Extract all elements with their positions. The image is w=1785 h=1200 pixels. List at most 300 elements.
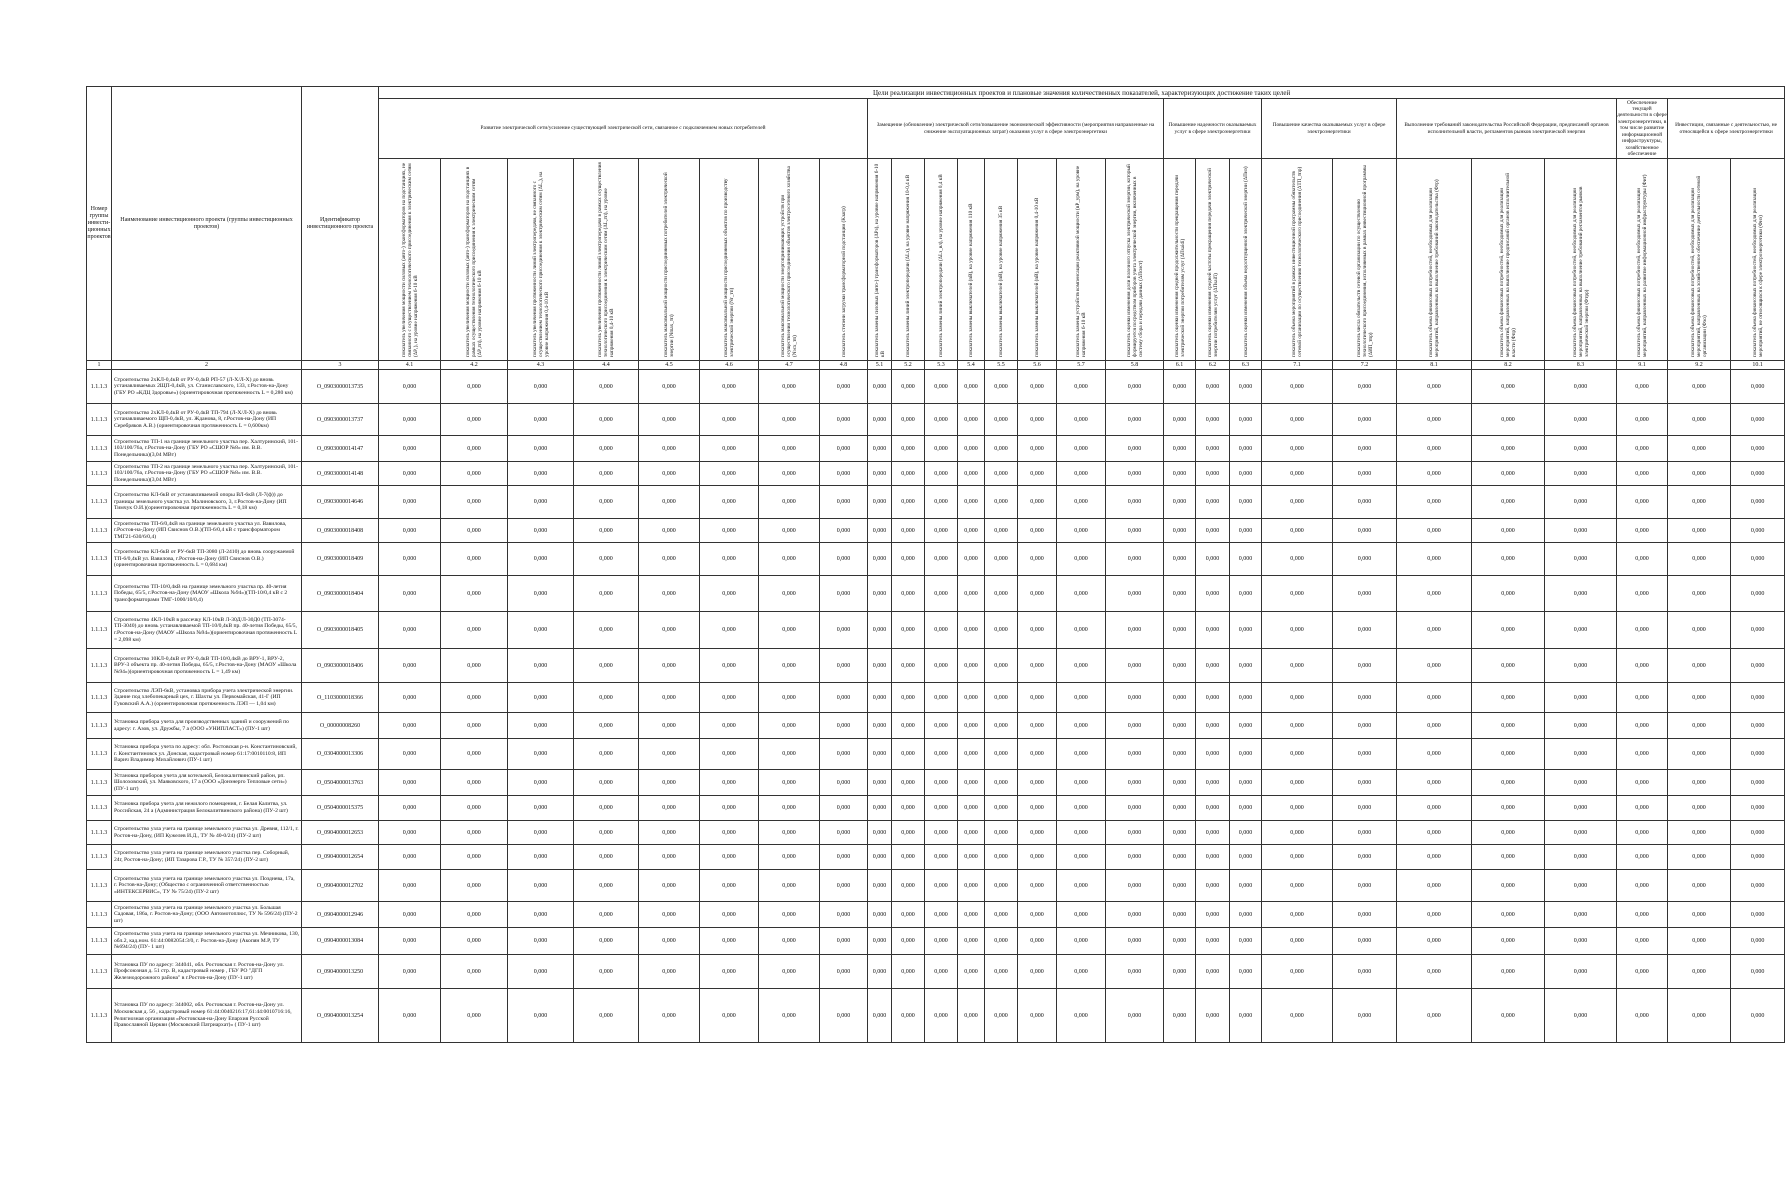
cell-value: 0,000: [1262, 821, 1333, 845]
cell-value: 0,000: [700, 796, 759, 821]
cell-value: 0,000: [1196, 462, 1230, 486]
cell-value: 0,000: [1333, 370, 1397, 404]
cell-value: 0,000: [958, 612, 985, 649]
cell-value: 0,000: [1545, 713, 1617, 739]
cell-value: 0,000: [868, 576, 892, 612]
cell-value: 0,000: [759, 370, 820, 404]
cell-value: 0,000: [441, 845, 508, 870]
cell-project-name: Строительство ТП-10/0,4кВ на границе земельного участка пр. 40-летия Победы, 65/5, г.Ростов-на-Дону (МАОУ «Школа №94»)(ТП-10/0,4 кВ с 2 трансформаторами ТМГ-1000/10/0,4): [112, 576, 302, 612]
cell-project-name: Строительство ТП-6/0,4кВ на границе земельного участка ул. Вавилова, г.Ростов-на-Дону (ИП Свиснов О.В.)(ТП-6/0,4 кВ с трансформатором ТМГ21-630/6/0,4): [112, 519, 302, 543]
cell-value: 0,000: [379, 928, 441, 955]
cell-value: 0,000: [1472, 713, 1545, 739]
cell-value: 0,000: [1230, 796, 1262, 821]
cell-project-name: Строительство КЛ-6кВ от устанавливаемой опоры ВЛ-6кВ (Л-7(ф)) до границы земельного участка ул. Малиновского, 3, г.Ростов-на-Дону (ИП Тимчук О.И.)(ориентировочная протяженность L = 0,18 км): [112, 486, 302, 519]
cell-value: 0,000: [1617, 928, 1668, 955]
header-indicator: [1333, 159, 1397, 361]
cell-value: 0,000: [1106, 770, 1164, 796]
cell-value: 0,000: [441, 612, 508, 649]
cell-value: 0,000: [1230, 462, 1262, 486]
column-number: 5.1: [868, 361, 892, 370]
cell-value: 0,000: [892, 576, 925, 612]
indicator-label: показатель оценки изменения объема недоотпущенной электрической энергии (ΔПнэ): [1242, 166, 1249, 357]
cell-value: 0,000: [1106, 404, 1164, 436]
header-indicator: [441, 159, 508, 361]
cell-value: 0,000: [985, 519, 1018, 543]
cell-value: 0,000: [958, 370, 985, 404]
cell-value: 0,000: [574, 870, 639, 902]
cell-value: 0,000: [892, 713, 925, 739]
cell-value: 0,000: [1262, 739, 1333, 770]
cell-value: 0,000: [379, 955, 441, 989]
cell-value: 0,000: [508, 519, 574, 543]
indicator-label: показатель объема финансовых потребностей, необходимых для реализации мероприятий, направленных на выполнение требований регламентов рынков электрической энергии (Фтрр): [1571, 186, 1590, 357]
cell-value: 0,000: [1196, 612, 1230, 649]
cell-value: 0,000: [1262, 612, 1333, 649]
cell-value: 0,000: [1545, 612, 1617, 649]
header-goal-group: Повышение надежности оказываемых услуг в сфере электроэнергетики: [1164, 99, 1262, 159]
cell-value: 0,000: [958, 989, 985, 1043]
cell-value: 0,000: [820, 576, 868, 612]
cell-value: 0,000: [1617, 576, 1668, 612]
cell-value: 0,000: [759, 870, 820, 902]
cell-value: 0,000: [868, 486, 892, 519]
cell-value: 0,000: [700, 683, 759, 713]
cell-value: 0,000: [1333, 821, 1397, 845]
cell-value: 0,000: [574, 649, 639, 683]
cell-value: 0,000: [639, 739, 700, 770]
cell-value: 0,000: [1196, 404, 1230, 436]
cell-project-id: О_0904000012654: [302, 845, 379, 870]
cell-value: 0,000: [958, 404, 985, 436]
cell-value: 0,000: [1230, 739, 1262, 770]
cell-value: 0,000: [700, 845, 759, 870]
cell-value: 0,000: [1731, 821, 1785, 845]
column-number: 7.1: [1262, 361, 1333, 370]
indicator-label: показатель увеличения мощности силовых (авто-) трансформаторов на подстанциях в рамках осуществления технологического присоединения к электрическим сетям (ΔP₂тп), на уровне напряжения 6-10 кВ: [465, 166, 483, 357]
cell-value: 0,000: [1617, 462, 1668, 486]
header-indicator: [508, 159, 574, 361]
cell-value: 0,000: [1668, 928, 1731, 955]
cell-value: 0,000: [379, 770, 441, 796]
cell-value: 0,000: [759, 649, 820, 683]
header-indicator: [1472, 159, 1545, 361]
cell-value: 0,000: [985, 770, 1018, 796]
cell-value: 0,000: [1472, 955, 1545, 989]
cell-value: 0,000: [820, 486, 868, 519]
cell-project-name: Установка ПУ по адресу: 344002, обл. Ростовская г. Ростов-на-Дону ул. Московская д. 56 , кадастровый номер 61:44:0040216:17,61:44:0010716:16, Религиозная организация «Ростовская-на-Дону Епархия Русской Православной Церкви (Московский Патриархат)» ( ПУ-1 шт): [112, 989, 302, 1043]
cell-value: 0,000: [1018, 739, 1057, 770]
cell-project-name: Строительство 2хКЛ-0,4кВ от РУ-0,4кВ РП-57 (Л-Х/Л-Х) до вновь устанавливаемых 2ЩП-0,4кВ, ул. Станиславского, 133, г.Ростов-на-Дону (ГБУ РО «КДЦ Здоровье») (ориентировочная протяженность L = 0,280 км): [112, 370, 302, 404]
cell-value: 0,000: [1262, 649, 1333, 683]
cell-value: 0,000: [1018, 955, 1057, 989]
table-row: [87, 821, 1785, 845]
cell-project-id: О_0903000014148: [302, 462, 379, 486]
cell-project-id: О_0504000013763: [302, 770, 379, 796]
header-goal-group: Повышение качества оказываемых услуг в сфере электроэнергетики: [1262, 99, 1397, 159]
cell-value: 0,000: [639, 576, 700, 612]
cell-value: 0,000: [1333, 519, 1397, 543]
cell-value: 0,000: [574, 902, 639, 928]
cell-value: 0,000: [379, 543, 441, 576]
cell-value: 0,000: [700, 370, 759, 404]
cell-group-number: 1.1.1.3: [87, 649, 112, 683]
cell-value: 0,000: [1397, 989, 1472, 1043]
cell-value: 0,000: [1018, 870, 1057, 902]
cell-value: 0,000: [1333, 845, 1397, 870]
indicator-label: показатель числа обязательств сетевой организации по осуществлению технологического присоединения, исполняемых в рамках инвестиционной программы (ΔИП_тпр): [1355, 165, 1374, 357]
cell-value: 0,000: [1230, 955, 1262, 989]
cell-value: 0,000: [1668, 370, 1731, 404]
cell-value: 0,000: [868, 612, 892, 649]
cell-value: 0,000: [1731, 845, 1785, 870]
cell-value: 0,000: [1262, 770, 1333, 796]
cell-value: 0,000: [958, 576, 985, 612]
cell-value: 0,000: [925, 796, 958, 821]
cell-value: 0,000: [759, 739, 820, 770]
cell-value: 0,000: [1617, 796, 1668, 821]
cell-value: 0,000: [1731, 649, 1785, 683]
cell-value: 0,000: [639, 649, 700, 683]
cell-value: 0,000: [1230, 370, 1262, 404]
cell-project-name: Строительство узла учета на границе земельного участка ул. Древня, 112/1, г. Ростов-на-Дону, (ИП Кужелев И.Д., ТУ № 40-0/24) (ПУ-2 шт): [112, 821, 302, 845]
cell-value: 0,000: [1196, 519, 1230, 543]
cell-value: 0,000: [1057, 462, 1106, 486]
cell-value: 0,000: [1617, 649, 1668, 683]
cell-value: 0,000: [925, 821, 958, 845]
cell-value: 0,000: [1472, 989, 1545, 1043]
cell-value: 0,000: [508, 713, 574, 739]
cell-value: 0,000: [639, 928, 700, 955]
cell-group-number: 1.1.1.3: [87, 821, 112, 845]
cell-value: 0,000: [1668, 519, 1731, 543]
cell-value: 0,000: [1397, 486, 1472, 519]
cell-value: 0,000: [892, 519, 925, 543]
cell-value: 0,000: [700, 739, 759, 770]
header-indicator: [1164, 159, 1196, 361]
cell-value: 0,000: [639, 713, 700, 739]
cell-value: 0,000: [820, 649, 868, 683]
cell-project-id: О_0903000014646: [302, 486, 379, 519]
cell-value: 0,000: [441, 796, 508, 821]
cell-group-number: 1.1.1.3: [87, 796, 112, 821]
cell-value: 0,000: [1333, 612, 1397, 649]
column-number: 4.6: [700, 361, 759, 370]
cell-value: 0,000: [1106, 543, 1164, 576]
cell-value: 0,000: [1668, 462, 1731, 486]
cell-value: 0,000: [1668, 845, 1731, 870]
cell-value: 0,000: [639, 486, 700, 519]
cell-value: 0,000: [1472, 821, 1545, 845]
column-number: 10.1: [1731, 361, 1785, 370]
cell-value: 0,000: [892, 543, 925, 576]
cell-value: 0,000: [379, 683, 441, 713]
cell-value: 0,000: [1018, 928, 1057, 955]
cell-project-id: О_0903000018406: [302, 649, 379, 683]
cell-value: 0,000: [1333, 462, 1397, 486]
cell-value: 0,000: [1262, 796, 1333, 821]
cell-value: 0,000: [1057, 649, 1106, 683]
cell-value: 0,000: [1397, 845, 1472, 870]
cell-value: 0,000: [441, 404, 508, 436]
cell-value: 0,000: [1164, 739, 1196, 770]
cell-value: 0,000: [379, 821, 441, 845]
cell-value: 0,000: [700, 462, 759, 486]
cell-value: 0,000: [639, 543, 700, 576]
table-row: [87, 845, 1785, 870]
cell-project-id: О_0903000018404: [302, 576, 379, 612]
indicator-label: показатель замены устройств компенсации реактивной мощности (nР_урм), на уровне напряжения 6-10 кВ: [1075, 165, 1087, 357]
cell-value: 0,000: [868, 436, 892, 462]
cell-value: 0,000: [379, 436, 441, 462]
cell-value: 0,000: [1057, 989, 1106, 1043]
cell-value: 0,000: [1262, 989, 1333, 1043]
cell-value: 0,000: [868, 649, 892, 683]
cell-value: 0,000: [868, 845, 892, 870]
cell-value: 0,000: [1668, 612, 1731, 649]
cell-value: 0,000: [1106, 576, 1164, 612]
indicator-label: показатель максимальной мощности присоединяемых объектов по производству электрической энергии (Nг_тп): [723, 178, 735, 357]
cell-value: 0,000: [1545, 370, 1617, 404]
cell-value: 0,000: [700, 928, 759, 955]
cell-value: 0,000: [925, 543, 958, 576]
column-number: 5.8: [1106, 361, 1164, 370]
table-row: [87, 486, 1785, 519]
cell-value: 0,000: [1106, 436, 1164, 462]
header-project-name: Наименование инвестиционного проекта (группы инвестиционных проектов): [112, 87, 302, 361]
header-goal-group: Инвестиции, связанные с деятельностью, не относящейся к сфере электроэнергетики: [1668, 99, 1785, 159]
cell-value: 0,000: [1668, 989, 1731, 1043]
cell-group-number: 1.1.1.3: [87, 870, 112, 902]
cell-group-number: 1.1.1.3: [87, 612, 112, 649]
cell-value: 0,000: [759, 519, 820, 543]
cell-value: 0,000: [1018, 486, 1057, 519]
cell-value: 0,000: [868, 955, 892, 989]
cell-value: 0,000: [508, 576, 574, 612]
header-indicator: [820, 159, 868, 361]
cell-value: 0,000: [1617, 370, 1668, 404]
cell-value: 0,000: [985, 989, 1018, 1043]
indicator-label: показатель объема финансовых потребностей, необходимых для реализации мероприятий, направленных на выполнение предписаний органов исполнительной власти (Фпр): [1499, 172, 1517, 357]
cell-value: 0,000: [1230, 612, 1262, 649]
cell-value: 0,000: [1668, 576, 1731, 612]
cell-value: 0,000: [1668, 821, 1731, 845]
indicator-label: показатель объема финансовых потребностей, необходимых для реализации мероприятий, направленных на хозяйственное обеспечение деятельности сетевой организации (Фхо): [1690, 175, 1708, 357]
cell-value: 0,000: [1397, 462, 1472, 486]
cell-value: 0,000: [1164, 955, 1196, 989]
cell-value: 0,000: [1106, 486, 1164, 519]
cell-value: 0,000: [639, 612, 700, 649]
cell-project-id: О_0904000013254: [302, 989, 379, 1043]
cell-value: 0,000: [892, 928, 925, 955]
cell-value: 0,000: [958, 796, 985, 821]
cell-value: 0,000: [508, 683, 574, 713]
cell-value: 0,000: [1668, 683, 1731, 713]
cell-value: 0,000: [1333, 770, 1397, 796]
cell-value: 0,000: [1018, 436, 1057, 462]
column-number: 4.3: [508, 361, 574, 370]
cell-value: 0,000: [508, 989, 574, 1043]
cell-value: 0,000: [759, 713, 820, 739]
cell-group-number: 1.1.1.3: [87, 845, 112, 870]
cell-value: 0,000: [1668, 902, 1731, 928]
cell-value: 0,000: [820, 902, 868, 928]
cell-value: 0,000: [892, 404, 925, 436]
cell-value: 0,000: [1397, 612, 1472, 649]
cell-value: 0,000: [1333, 739, 1397, 770]
cell-project-name: Строительство ЛЭП-6кВ, установка прибора учета электрической энергии. Здание под хлебопекарный цех, г. Шахты ул. Первомайская, 41-Г (ИП Гуковский А.А.) (ориентировочная протяженность ЛЭП — 1,04 км): [112, 683, 302, 713]
cell-value: 0,000: [1731, 770, 1785, 796]
cell-value: 0,000: [820, 821, 868, 845]
cell-value: 0,000: [1196, 902, 1230, 928]
cell-value: 0,000: [574, 370, 639, 404]
cell-value: 0,000: [574, 462, 639, 486]
cell-value: 0,000: [639, 683, 700, 713]
cell-value: 0,000: [1018, 649, 1057, 683]
cell-value: 0,000: [985, 683, 1018, 713]
cell-value: 0,000: [1057, 436, 1106, 462]
cell-value: 0,000: [1106, 519, 1164, 543]
cell-value: 0,000: [925, 649, 958, 683]
cell-value: 0,000: [820, 770, 868, 796]
table-row: [87, 902, 1785, 928]
cell-value: 0,000: [1397, 683, 1472, 713]
cell-group-number: 1.1.1.3: [87, 543, 112, 576]
cell-value: 0,000: [441, 576, 508, 612]
header-indicator: [700, 159, 759, 361]
cell-value: 0,000: [1731, 683, 1785, 713]
indicator-label: показатель замены выключателей (nВ), на уровне напряжения 35 кВ: [998, 205, 1004, 357]
cell-value: 0,000: [985, 649, 1018, 683]
cell-value: 0,000: [985, 576, 1018, 612]
cell-value: 0,000: [1668, 436, 1731, 462]
cell-value: 0,000: [820, 796, 868, 821]
cell-value: 0,000: [1731, 576, 1785, 612]
indicator-label: показатель замены выключателей (nВ), на уровне напряжения 110 кВ: [968, 203, 974, 357]
cell-value: 0,000: [1018, 462, 1057, 486]
cell-value: 0,000: [985, 845, 1018, 870]
cell-value: 0,000: [1057, 796, 1106, 821]
column-number: 5.3: [925, 361, 958, 370]
column-number: 8.2: [1472, 361, 1545, 370]
cell-value: 0,000: [1545, 649, 1617, 683]
cell-value: 0,000: [1668, 739, 1731, 770]
cell-value: 0,000: [1106, 649, 1164, 683]
cell-project-name: Установка приборов учета для котельной, Белокалитвинский район, рп. Шолоховский, ул. Маяковского, 17 а (ООО «Донэнерго Тепловые сети») (ПУ-1 шт): [112, 770, 302, 796]
cell-value: 0,000: [1472, 928, 1545, 955]
column-number: 2: [112, 361, 302, 370]
cell-value: 0,000: [1333, 928, 1397, 955]
header-goal-group: Обеспечение текущей деятельности в сфере электроэнергетики, в том числе развитие информационной инфраструктуры, хозяйственное обеспечение: [1617, 99, 1667, 157]
cell-value: 0,000: [1668, 649, 1731, 683]
cell-value: 0,000: [508, 543, 574, 576]
header-indicator: [1545, 159, 1617, 361]
cell-value: 0,000: [759, 902, 820, 928]
cell-value: 0,000: [639, 519, 700, 543]
cell-value: 0,000: [1018, 902, 1057, 928]
cell-value: 0,000: [1472, 370, 1545, 404]
cell-value: 0,000: [1472, 902, 1545, 928]
cell-value: 0,000: [1262, 404, 1333, 436]
cell-value: 0,000: [958, 649, 985, 683]
cell-value: 0,000: [1164, 713, 1196, 739]
cell-project-name: Установка ПУ по адресу: 344041, обл. Ростовская г. Ростов-на-Дону ул. Профсоюзная д. 51 стр. В, кадастровый номер , ГБУ РО "ДГП Железнодорожного района" в г.Ростов-на-Дону (ПУ-1 шт): [112, 955, 302, 989]
column-number: 8.3: [1545, 361, 1617, 370]
cell-value: 0,000: [1106, 955, 1164, 989]
cell-value: 0,000: [892, 845, 925, 870]
indicator-label: показатель максимальной мощности энергопринимающих устройств при осуществлении технологического присоединения объектов электросетевого хозяйства (Nэсх_тп): [780, 166, 798, 357]
cell-value: 0,000: [820, 739, 868, 770]
cell-value: 0,000: [1333, 713, 1397, 739]
column-number: 5.7: [1057, 361, 1106, 370]
cell-value: 0,000: [820, 612, 868, 649]
investment-indicators-table: [86, 86, 1785, 1043]
cell-value: 0,000: [1164, 462, 1196, 486]
cell-value: 0,000: [1164, 683, 1196, 713]
cell-project-id: О_00000008260: [302, 713, 379, 739]
cell-value: 0,000: [1731, 739, 1785, 770]
column-number: 4.1: [379, 361, 441, 370]
cell-project-id: О_0904000012702: [302, 870, 379, 902]
cell-value: 0,000: [1545, 796, 1617, 821]
cell-value: 0,000: [700, 612, 759, 649]
cell-value: 0,000: [1164, 519, 1196, 543]
cell-value: 0,000: [1731, 928, 1785, 955]
indicator-label: показатель увеличения протяженности линий электропередачи, не связанного с осуществлением технологического присоединения к электрическим сетям (ΔL₁), на уровне напряжения 0,4-10 кВ: [531, 171, 550, 357]
cell-value: 0,000: [759, 683, 820, 713]
cell-value: 0,000: [441, 519, 508, 543]
header-goal-group: Замещение (обновление) электрической сети/повышение экономической эффективности (мероприятия направленные на снижение эксплуатационных затрат) оказания услуг в сфере электроэнергетики: [868, 99, 1164, 159]
column-number: 5.2: [892, 361, 925, 370]
cell-value: 0,000: [759, 796, 820, 821]
cell-value: 0,000: [1472, 462, 1545, 486]
cell-value: 0,000: [759, 845, 820, 870]
cell-value: 0,000: [1617, 989, 1668, 1043]
cell-value: 0,000: [1668, 713, 1731, 739]
cell-value: 0,000: [820, 519, 868, 543]
cell-value: 0,000: [868, 928, 892, 955]
indicator-label: показатель замены силовых (авто-) трансформаторов (ΔPз), на уровне напряжения 6-10 кВ: [873, 163, 886, 357]
cell-group-number: 1.1.1.3: [87, 989, 112, 1043]
cell-value: 0,000: [1472, 404, 1545, 436]
cell-value: 0,000: [1397, 955, 1472, 989]
cell-value: 0,000: [379, 486, 441, 519]
cell-value: 0,000: [868, 543, 892, 576]
cell-value: 0,000: [1164, 436, 1196, 462]
cell-project-id: О_0904000013084: [302, 928, 379, 955]
cell-value: 0,000: [1668, 404, 1731, 436]
cell-value: 0,000: [1545, 543, 1617, 576]
cell-value: 0,000: [985, 713, 1018, 739]
table-row: [87, 739, 1785, 770]
cell-value: 0,000: [1617, 713, 1668, 739]
cell-project-id: О_0904000012653: [302, 821, 379, 845]
cell-value: 0,000: [925, 612, 958, 649]
cell-value: 0,000: [379, 612, 441, 649]
cell-value: 0,000: [639, 955, 700, 989]
cell-value: 0,000: [1397, 519, 1472, 543]
cell-project-id: О_0903000018405: [302, 612, 379, 649]
cell-value: 0,000: [700, 870, 759, 902]
cell-value: 0,000: [759, 436, 820, 462]
cell-value: 0,000: [868, 404, 892, 436]
cell-value: 0,000: [379, 845, 441, 870]
cell-value: 0,000: [508, 486, 574, 519]
cell-value: 0,000: [1472, 519, 1545, 543]
header-indicator: [639, 159, 700, 361]
cell-value: 0,000: [1617, 683, 1668, 713]
cell-value: 0,000: [1230, 683, 1262, 713]
cell-value: 0,000: [892, 486, 925, 519]
